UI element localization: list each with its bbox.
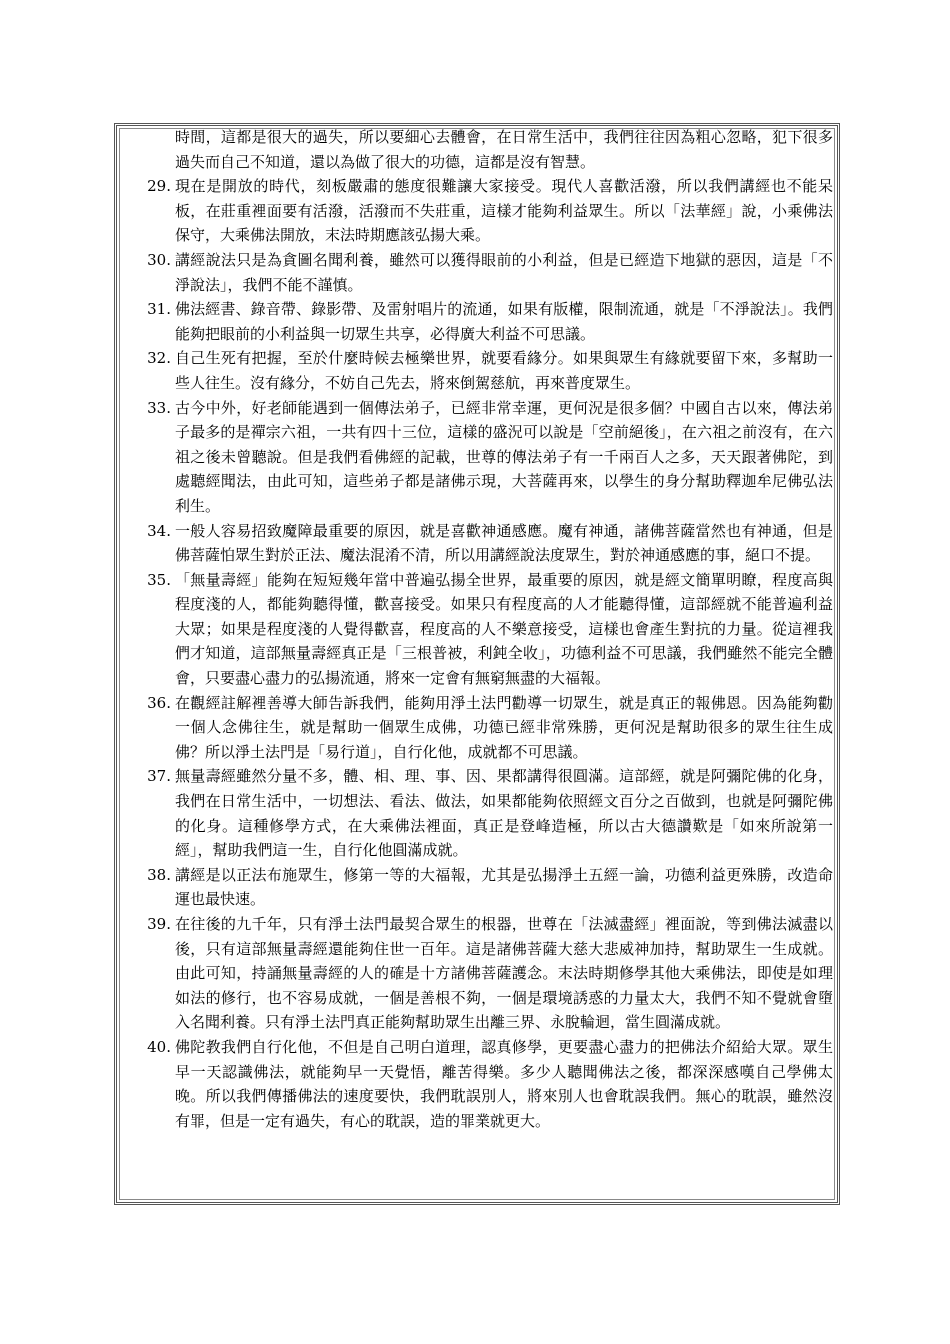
list-item — [125, 1035, 833, 1133]
item-number: 31. — [147, 300, 171, 319]
list-item — [125, 248, 833, 297]
list-item — [125, 568, 833, 691]
item-text: 無量壽經雖然分量不多，體、相、理、事、因、果都講得很圓滿。這部經，就是阿彌陀佛的化身，我們在日常生活中，一切想法、看法、做法，如果都能夠依照經文百分之百做到，也就是阿彌陀佛的化身。這種修學方式，在大乘佛法裡面，真正是登峰造極，所以古大德讚歎是「如來所說第一經」，幫助我們這一生，自行化他圓滿成就。 — [175, 767, 833, 860]
item-text: 一般人容易招致魔障最重要的原因，就是喜歡神通感應。魔有神通，諸佛菩薩當然也有神通，但是佛菩薩怕眾生對於正法、魔法混淆不清，所以用講經說法度眾生，對於神通感應的事，絕口不提。 — [175, 521, 833, 565]
item-text: 佛陀教我們自行化他，不但是自己明白道理，認真修學，更要盡心盡力的把佛法介紹給大眾。眾生早一天認識佛法，就能夠早一天覺悟，離苦得樂。多少人聽聞佛法之後，都深深感嘆自己學佛太晚。所以我們傳播佛法的速度要快，我們耽誤別人，將來別人也會耽誤我們。無心的耽誤，雖然沒有罪，但是一定有過失，有心的耽誤，造的罪業就更大。 — [175, 1037, 833, 1130]
item-number: 40. — [147, 1037, 171, 1056]
list-item — [125, 174, 833, 248]
list-item — [125, 764, 833, 862]
item-number: 33. — [147, 398, 171, 417]
list-item — [125, 396, 833, 519]
item-number: 32. — [147, 349, 171, 368]
item-text: 在觀經註解裡善導大師告訴我們，能夠用淨土法門勸導一切眾生，就是真正的報佛恩。因為能夠勸一個人念佛往生，就是幫助一個眾生成佛，功德已經非常殊勝，更何況是幫助很多的眾生往生成佛？所以淨土法門是「易行道」，自行化他，成就都不可思議。 — [175, 693, 833, 761]
list-item — [125, 863, 833, 912]
list-item — [125, 297, 833, 346]
item-text: 在往後的九千年，只有淨土法門最契合眾生的根器，世尊在「法滅盡經」裡面說，等到佛法滅盡以後，只有這部無量壽經還能夠住世一百年。這是諸佛菩薩大慈大悲威神加持，幫助眾生一生成就。由此可知，持誦無量壽經的人的確是十方諸佛菩薩護念。末法時期修學其他大乘佛法，即使是如理如法的修行，也不容易成就，一個是善根不夠，一個是環境誘惑的力量太大，我們不知不覺就會墮入名聞利養。只有淨土法門真正能夠幫助眾生出離三界、永脫輪迴，當生圓滿成就。 — [175, 915, 833, 1032]
item-text: 現在是開放的時代，刻板嚴肅的態度很難讓大家接受。現代人喜歡活潑，所以我們講經也不能呆板，在莊重裡面要有活潑，活潑而不失莊重，這樣才能夠利益眾生。所以「法華經」說，小乘佛法保守，大乘佛法開放，末法時期應該弘揚大乘。 — [175, 177, 833, 245]
list-item — [125, 912, 833, 1035]
list-item — [125, 125, 833, 174]
item-text: 古今中外，好老師能遇到一個傳法弟子，已經非常幸運，更何況是很多個？中國自古以來，傳法弟子最多的是禪宗六祖，一共有四十三位，這樣的盛況可以說是「空前絕後」，在六祖之前沒有，在六祖之後未曾聽說。但是我們看佛經的記載，世尊的傳法弟子有一千兩百人之多，天天跟著佛陀，到處聽經聞法，由此可知，這些弟子都是諸佛示現，大菩薩再來，以學生的身分幫助釋迦牟尼佛弘法利生。 — [175, 398, 833, 515]
list-item — [125, 346, 833, 395]
item-text: 時間，這都是很大的過失，所以要細心去體會，在日常生活中，我們往往因為粗心忽略，犯下很多過失而自己不知道，還以為做了很大的功德，這都是沒有智慧。 — [175, 128, 833, 171]
item-text: 「無量壽經」能夠在短短幾年當中普遍弘揚全世界，最重要的原因，就是經文簡單明瞭，程度高與程度淺的人，都能夠聽得懂，歡喜接受。如果只有程度高的人才能聽得懂，這部經就不能普遍利益大眾；如果是程度淺的人覺得歡喜，程度高的人不樂意接受，這樣也會產生對抗的力量。從這裡我們才知道，這部無量壽經真正是「三根普被，利鈍全收」，功德利益不可思議，我們雖然不能完全體會，只要盡心盡力的弘揚流通，將來一定會有無窮無盡的大福報。 — [175, 570, 833, 688]
item-number: 38. — [147, 865, 171, 884]
item-number: 39. — [147, 915, 171, 933]
item-number: 34. — [147, 521, 171, 540]
list-item — [125, 519, 833, 568]
item-number: 35. — [147, 570, 171, 589]
item-text: 講經說法只是為貪圖名聞利養，雖然可以獲得眼前的小利益，但是已經造下地獄的惡因，這是「不淨說法」，我們不能不謹慎。 — [175, 250, 833, 294]
item-text: 佛法經書、錄音帶、錄影帶、及雷射唱片的流通，如果有版權，限制流通，就是「不淨說法」。我們能夠把眼前的小利益與一切眾生共享，必得廣大利益不可思議。 — [175, 300, 833, 343]
item-number: 30. — [147, 250, 171, 269]
item-text: 自己生死有把握，至於什麼時候去極樂世界，就要看緣分。如果與眾生有緣就要留下來，多幫助一些人往生。沒有緣分，不妨自己先去，將來倒駕慈航，再來普度眾生。 — [175, 349, 833, 392]
item-text: 講經是以正法布施眾生，修第一等的大福報，尤其是弘揚淨土五經一論，功德利益更殊勝，改造命運也最快速。 — [175, 865, 833, 909]
numbered-list — [125, 125, 833, 1133]
item-number: 36. — [147, 693, 171, 712]
item-number: 29. — [147, 177, 171, 196]
list-item — [125, 691, 833, 765]
item-number: 37. — [147, 767, 171, 786]
